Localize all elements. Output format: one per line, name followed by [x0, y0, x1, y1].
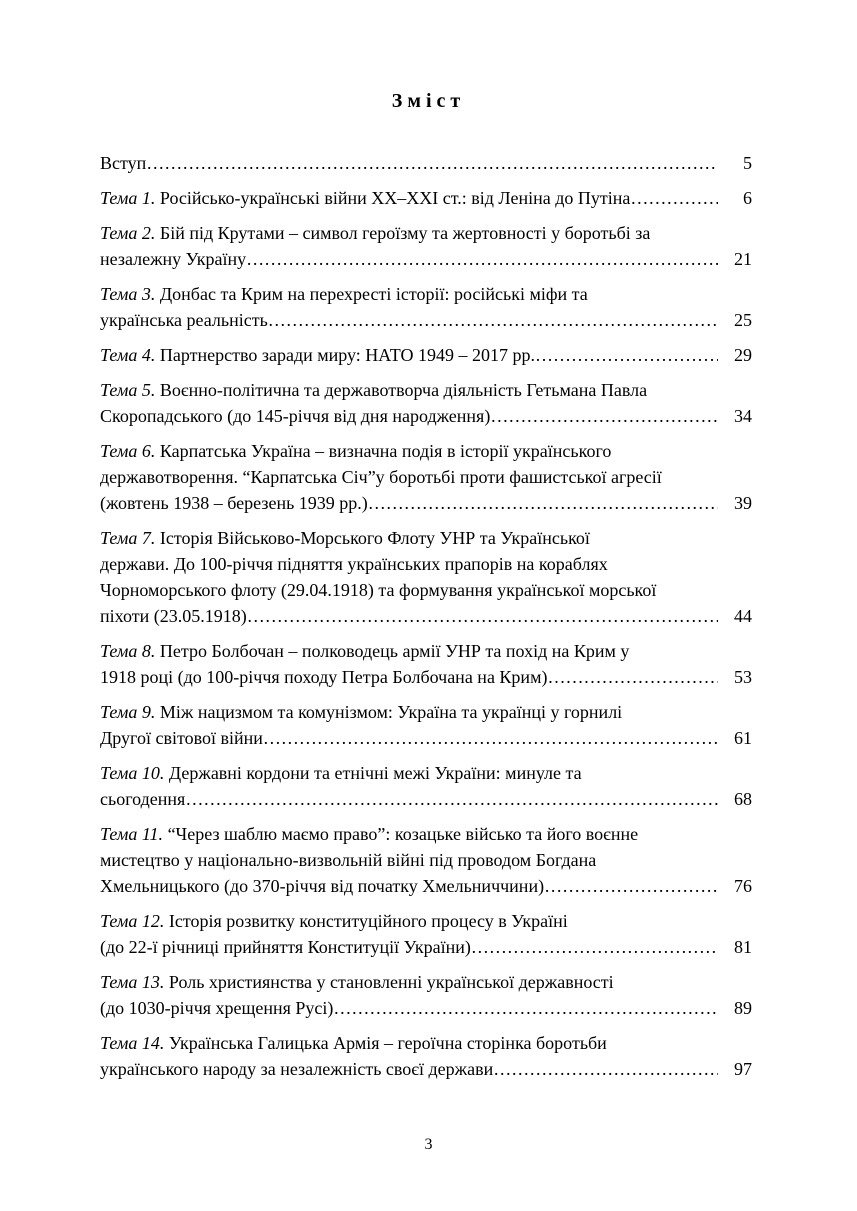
topic-label: Тема 13. [100, 972, 165, 992]
topic-label: Тема 6. [100, 441, 156, 461]
toc-entry-text [100, 307, 268, 333]
toc-entry [100, 220, 752, 272]
toc-entry-line [100, 525, 752, 551]
toc-entry-text [100, 908, 568, 934]
toc-entry-text [100, 786, 185, 812]
toc-entry-text [100, 725, 263, 751]
toc-entry [100, 821, 752, 899]
toc-page-number: 29 [734, 345, 752, 365]
toc-page-number: 5 [743, 153, 752, 173]
topic-label: Тема 2. [100, 223, 156, 243]
toc-entry-line [100, 638, 752, 664]
toc-entry-title: Вступ [100, 153, 147, 173]
topic-label: Тема 8. [100, 641, 156, 661]
toc-entry [100, 908, 752, 960]
topic-label: Тема 4. [100, 345, 156, 365]
toc-page-number: 44 [734, 606, 752, 626]
toc-entry-line [100, 281, 752, 307]
toc-entry-text [100, 603, 247, 629]
toc-entry [100, 638, 752, 690]
toc-entry-title: державотворення. “Карпатська Січ”у боротьбі проти фашистської агресії [100, 467, 662, 487]
toc-entry-text [100, 760, 582, 786]
toc-entry-title: держави. До 100-річчя підняття українських прапорів на кораблях [100, 554, 608, 574]
toc-entry-title: мистецтво у національно-визвольній війні під проводом Богдана [100, 850, 597, 870]
toc-entry-title: Роль християнства у становленні української державності [164, 972, 614, 992]
toc-entry-line [100, 847, 752, 873]
toc-entry-title: Чорноморського флоту (29.04.1918) та формування української морської [100, 580, 657, 600]
toc-entry [100, 699, 752, 751]
toc-entry-title: Історія Військово-Морського Флоту УНР та Української [155, 528, 590, 548]
toc-entry-title: піхоти (23.05.1918) [100, 606, 247, 626]
toc-entry-title: українського народу за незалежність своєї держави [100, 1059, 494, 1079]
toc-entry-title: “Через шаблю маємо право”: козацьке військо та його воєнне [163, 824, 639, 844]
toc-entry-title: Скоропадського (до 145-річчя від дня народження) [100, 406, 491, 426]
toc-entry-title: українська реальність [100, 310, 268, 330]
dot-leader [246, 246, 718, 272]
toc-entry-text [100, 438, 611, 464]
toc-page-number: 81 [734, 937, 752, 957]
toc-entry-title: Другої світової війни [100, 728, 263, 748]
toc-entry-text [100, 377, 647, 403]
toc-entry [100, 438, 752, 516]
toc-page-number: 53 [734, 667, 752, 687]
toc-entry-line [100, 220, 752, 246]
toc-entry-title: Карпатська Україна – визначна подія в історії українського [155, 441, 612, 461]
toc-entry-line [100, 664, 752, 690]
toc-entry-text [100, 464, 662, 490]
dot-leader [535, 342, 718, 368]
toc-entry-line [100, 438, 752, 464]
toc-entry-line [100, 185, 752, 211]
toc-entry-title: Між нацизмом та комунізмом: Україна та українці у горнилі [155, 702, 623, 722]
page-number: 3 [424, 1136, 433, 1153]
dot-leader [185, 786, 718, 812]
toc-entry-title: Українська Галицька Армія – героїчна сторінка боротьби [164, 1033, 607, 1053]
toc-entry-title: Партнерство заради миру: НАТО 1949 – 2017 рр. [155, 345, 535, 365]
toc-entry-text [100, 246, 246, 272]
toc-entry-line [100, 551, 752, 577]
topic-label: Тема 12. [100, 911, 165, 931]
toc-entry-line [100, 246, 752, 272]
toc-entry-line [100, 377, 752, 403]
toc-entry-text [100, 403, 490, 429]
toc-entry-text [100, 220, 650, 246]
dot-leader [490, 403, 718, 429]
toc-entry-text [100, 821, 638, 847]
dot-leader [471, 934, 718, 960]
toc-page-number: 39 [734, 493, 752, 513]
dot-leader [268, 307, 718, 333]
toc-page-number: 6 [743, 188, 752, 208]
toc-entry-text [100, 934, 471, 960]
toc-entry-text [100, 342, 535, 368]
toc-entry-line [100, 603, 752, 629]
toc-page-number: 25 [734, 310, 752, 330]
toc-entry-text [100, 1056, 493, 1082]
toc-entry-line [100, 760, 752, 786]
topic-label: Тема 14. [100, 1033, 165, 1053]
toc-entry-line [100, 464, 752, 490]
toc-entry-title: Державні кордони та етнічні межі України: минуле та [164, 763, 582, 783]
toc-entry-line [100, 1056, 752, 1082]
toc-entry-line [100, 490, 752, 516]
toc-entry-text [100, 699, 622, 725]
toc-entry [100, 150, 752, 176]
toc-entry-text [100, 969, 614, 995]
topic-label: Тема 1. [100, 188, 156, 208]
toc-entry [100, 281, 752, 333]
topic-label: Тема 3. [100, 284, 156, 304]
page-title: Зміст [391, 90, 466, 112]
toc-entry-line [100, 699, 752, 725]
toc-entry-line [100, 821, 752, 847]
toc-entry [100, 342, 752, 368]
toc-entry-line [100, 307, 752, 333]
toc-entry-line [100, 934, 752, 960]
toc-entry-line [100, 403, 752, 429]
toc-entry [100, 760, 752, 812]
dot-leader [247, 603, 718, 629]
topic-label: Тема 5. [100, 380, 156, 400]
toc-entry-text [100, 525, 590, 551]
topic-label: Тема 10. [100, 763, 165, 783]
toc-entry-line [100, 786, 752, 812]
toc-entry-text [100, 664, 547, 690]
toc-entry [100, 1030, 752, 1082]
toc-entry-line [100, 995, 752, 1021]
toc-page-number: 89 [734, 998, 752, 1018]
toc-entry-line [100, 908, 752, 934]
toc-entry-text [100, 577, 656, 603]
toc-entry-text [100, 150, 146, 176]
toc-entry-title: 1918 році (до 100-річчя походу Петра Болбочана на Крим) [100, 667, 548, 687]
topic-label: Тема 9. [100, 702, 156, 722]
toc-entry-title: Хмельницького (до 370-річчя від початку Хмельниччини) [100, 876, 545, 896]
toc-entry-title: сьогодення [100, 789, 186, 809]
toc-entry-title: Історія розвитку конституційного процесу в Україні [164, 911, 568, 931]
toc-entry-line [100, 150, 752, 176]
toc-entry-title: (до 22-ї річниці прийняття Конституції України) [100, 937, 471, 957]
toc-entry-text [100, 185, 630, 211]
toc-entry [100, 377, 752, 429]
toc-entry-text [100, 490, 368, 516]
toc-entry-line [100, 577, 752, 603]
toc-entry [100, 185, 752, 211]
toc-entry-text [100, 638, 629, 664]
dot-leader [493, 1056, 718, 1082]
toc-entry-text [100, 847, 596, 873]
dot-leader [263, 725, 718, 751]
topic-label: Тема 11. [100, 824, 164, 844]
toc-entry-text [100, 281, 588, 307]
toc-entry-title: (до 1030-річчя хрещення Русі) [100, 998, 334, 1018]
toc-entry-text [100, 995, 333, 1021]
toc-entry-title: незалежну Україну [100, 249, 247, 269]
toc-page-number: 76 [734, 876, 752, 896]
toc-entry [100, 969, 752, 1021]
dot-leader [368, 490, 718, 516]
toc-entry [100, 525, 752, 629]
toc-entry-title: Петро Болбочан – полководець армії УНР та похід на Крим у [155, 641, 630, 661]
toc-entry-text [100, 873, 544, 899]
toc-entry-line [100, 1030, 752, 1056]
dot-leader [547, 664, 718, 690]
toc-entry-title: (жовтень 1938 – березень 1939 рр.) [100, 493, 368, 513]
toc-page-number: 68 [734, 789, 752, 809]
toc-entry-line [100, 873, 752, 899]
dot-leader [146, 150, 718, 176]
toc-entry-text [100, 551, 608, 577]
toc-entry-title: Воєнно-політична та державотворча діяльність Гетьмана Павла [155, 380, 648, 400]
toc-entry-title: Російсько-українські війни ХХ–ХХІ ст.: від Леніна до Путіна [155, 188, 631, 208]
toc-entry-title: Донбас та Крим на перехресті історії: російські міфи та [155, 284, 588, 304]
toc-page-number: 97 [734, 1059, 752, 1079]
toc-page-number: 21 [734, 249, 752, 269]
topic-label: Тема 7. [100, 528, 156, 548]
toc-entry-line [100, 725, 752, 751]
toc-page-number: 34 [734, 406, 752, 426]
toc-entry-text [100, 1030, 607, 1056]
toc-entry-line [100, 342, 752, 368]
toc-page-number: 61 [734, 728, 752, 748]
toc-entry-title: Бій під Крутами – символ героїзму та жертовності у боротьбі за [155, 223, 651, 243]
dot-leader [333, 995, 718, 1021]
dot-leader [630, 185, 718, 211]
toc-entry-line [100, 969, 752, 995]
table-of-contents [100, 150, 752, 1091]
dot-leader [544, 873, 718, 899]
